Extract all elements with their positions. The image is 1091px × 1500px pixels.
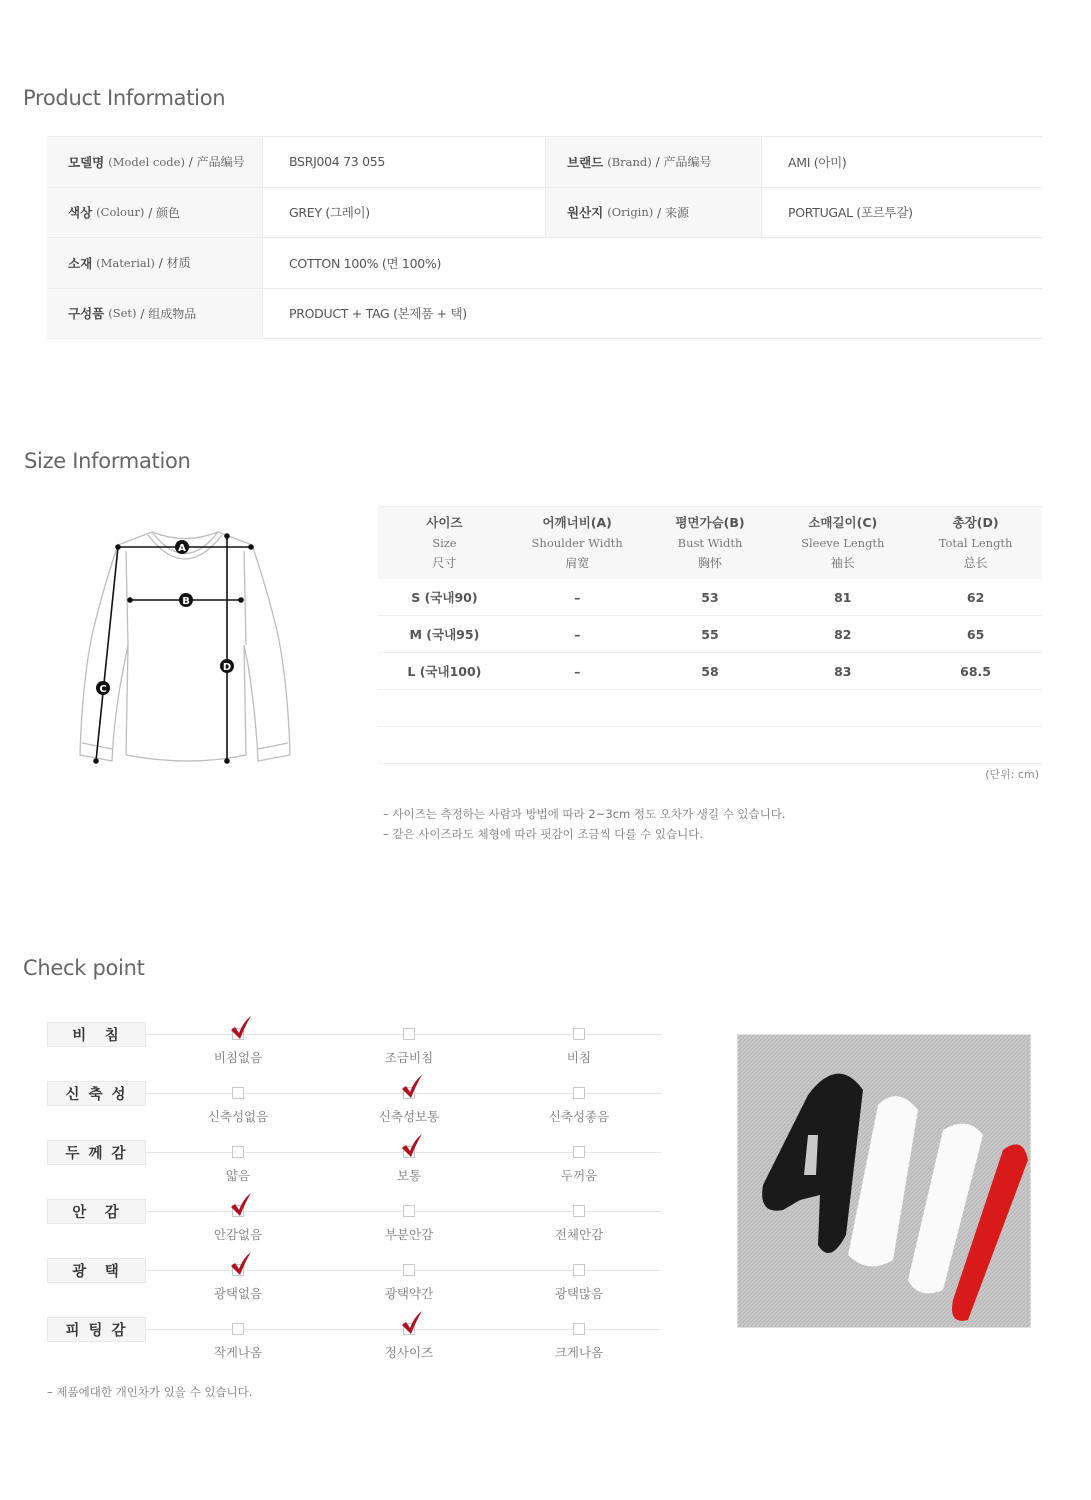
label-zh: / 组成物品 bbox=[140, 306, 197, 321]
checkbox bbox=[403, 1205, 415, 1217]
check-point-option-label: 비침 bbox=[566, 1050, 592, 1065]
check-point-option-label: 정사이즈 bbox=[384, 1345, 434, 1360]
label-zh: / 颜色 bbox=[148, 205, 181, 220]
checkbox bbox=[573, 1205, 585, 1217]
check-point-option-label: 광택약간 bbox=[384, 1286, 434, 1301]
label-ko: 원산지 bbox=[567, 205, 604, 221]
check-point-row bbox=[47, 1197, 667, 1256]
cell-size: L (국내100) bbox=[407, 664, 482, 679]
header-en: Shoulder Width bbox=[531, 536, 623, 550]
check-point-option bbox=[359, 1205, 459, 1243]
check-point-option-label: 광택많음 bbox=[554, 1286, 604, 1301]
origin-label bbox=[545, 188, 762, 238]
checkbox bbox=[403, 1087, 415, 1099]
header-zh: 尺寸 bbox=[432, 556, 457, 570]
label-en: (Brand) bbox=[607, 154, 652, 169]
check-point-label: 안 감 bbox=[47, 1199, 146, 1224]
header-ko: 평면가슴(B) bbox=[675, 515, 745, 530]
check-point-option-label: 신축성좋음 bbox=[548, 1109, 610, 1124]
logo-embroidery-photo bbox=[737, 1034, 1031, 1328]
checkbox bbox=[232, 1264, 244, 1276]
product-info-row bbox=[47, 289, 1042, 340]
column-total-length bbox=[909, 507, 1042, 579]
table-row-empty bbox=[378, 727, 1042, 764]
header-zh: 胸怀 bbox=[697, 556, 722, 570]
product-info-row bbox=[47, 137, 1042, 188]
ami-logo-embroidery-icon bbox=[738, 1035, 1031, 1328]
cell-bust: 55 bbox=[701, 626, 719, 642]
cell-total: 65 bbox=[966, 626, 985, 642]
origin-value: PORTUGAL (포르투갈) bbox=[788, 205, 913, 221]
checkbox bbox=[403, 1028, 415, 1040]
table-row bbox=[378, 616, 1042, 653]
check-point-option bbox=[188, 1087, 288, 1125]
size-table bbox=[378, 506, 1042, 764]
header-en: Sleeve Length bbox=[801, 536, 885, 550]
label-ko: 색상 bbox=[68, 205, 93, 221]
label-en: (Model code) bbox=[108, 154, 185, 169]
checkbox bbox=[573, 1087, 585, 1099]
cell-size: M (국내95) bbox=[409, 627, 480, 642]
label-en: (Set) bbox=[108, 306, 137, 321]
tshirt-measurement-diagram bbox=[70, 515, 310, 775]
cell-sleeve: 82 bbox=[834, 626, 852, 642]
check-point-option bbox=[529, 1264, 629, 1302]
checkmark-icon bbox=[401, 1311, 423, 1335]
product-info-row bbox=[47, 238, 1042, 289]
brand-label bbox=[545, 137, 762, 187]
header-en: Total Length bbox=[938, 536, 1013, 550]
label-ko: 모델명 bbox=[68, 154, 105, 170]
label-zh: / 产品编号 bbox=[188, 155, 245, 170]
product-info-table bbox=[47, 136, 1042, 339]
check-point-option-label: 광택없음 bbox=[213, 1286, 263, 1301]
marker-a: A bbox=[178, 543, 186, 554]
check-point-option-label: 조금비침 bbox=[384, 1050, 434, 1065]
checkmark-icon bbox=[401, 1075, 423, 1099]
check-point-option-label: 전체안감 bbox=[554, 1227, 604, 1242]
check-point-option bbox=[359, 1087, 459, 1125]
size-information-title: Size Information bbox=[24, 449, 191, 473]
model-code-label bbox=[47, 137, 263, 187]
checkbox bbox=[573, 1264, 585, 1276]
checkbox bbox=[232, 1087, 244, 1099]
check-point-row bbox=[47, 1020, 667, 1079]
checkbox bbox=[403, 1146, 415, 1158]
check-point-label: 신 축 성 bbox=[47, 1081, 146, 1106]
size-note: – 사이즈는 측정하는 사람과 방법에 따라 2~3cm 정도 오차가 생길 수 있습니다. bbox=[383, 807, 786, 821]
label-ko: 구성품 bbox=[68, 306, 105, 322]
label-ko: 소재 bbox=[68, 255, 93, 271]
check-point-label: 비 침 bbox=[47, 1022, 146, 1047]
check-point-option bbox=[359, 1028, 459, 1066]
label-zh: / 产品编号 bbox=[655, 155, 712, 170]
cell-total: 68.5 bbox=[960, 663, 991, 679]
label-zh: / 材质 bbox=[158, 256, 191, 271]
cell-total: 62 bbox=[966, 589, 985, 605]
check-point-row bbox=[47, 1256, 667, 1315]
check-point-option bbox=[529, 1323, 629, 1361]
column-shoulder-width bbox=[511, 507, 644, 579]
marker-d: D bbox=[222, 662, 232, 673]
table-row bbox=[378, 579, 1042, 616]
check-point-option-label: 크게나옴 bbox=[554, 1345, 604, 1360]
checkmark-icon bbox=[401, 1134, 423, 1158]
checkbox bbox=[573, 1323, 585, 1335]
header-ko: 사이즈 bbox=[426, 515, 463, 530]
cell-shoulder: – bbox=[574, 589, 581, 605]
unit-label: (단위: cm) bbox=[985, 768, 1039, 781]
check-point-option bbox=[359, 1146, 459, 1184]
header-zh: 肩宽 bbox=[565, 556, 590, 570]
check-point-option-label: 부분안감 bbox=[384, 1227, 434, 1242]
material-label bbox=[47, 238, 263, 288]
header-ko: 어깨너비(A) bbox=[542, 515, 612, 530]
check-point-option-label: 안감없음 bbox=[213, 1227, 263, 1242]
table-row-empty bbox=[378, 690, 1042, 727]
check-point-list bbox=[47, 1020, 667, 1374]
product-info-row bbox=[47, 188, 1042, 239]
size-notes bbox=[383, 804, 785, 844]
size-table-header bbox=[378, 506, 1042, 579]
check-point-label: 두 께 감 bbox=[47, 1140, 146, 1165]
check-point-option bbox=[188, 1028, 288, 1066]
tshirt-outline-icon bbox=[70, 515, 310, 775]
check-point-option bbox=[188, 1264, 288, 1302]
check-point-option bbox=[529, 1205, 629, 1243]
check-point-option bbox=[359, 1264, 459, 1302]
cell-size: S (국내90) bbox=[411, 590, 478, 605]
checkbox bbox=[403, 1323, 415, 1335]
header-en: Bust Width bbox=[677, 536, 743, 550]
checkbox bbox=[573, 1146, 585, 1158]
marker-c: C bbox=[99, 684, 107, 695]
header-ko: 총장(D) bbox=[952, 515, 999, 530]
check-point-option bbox=[529, 1087, 629, 1125]
cell-shoulder: – bbox=[574, 626, 581, 642]
check-point-option bbox=[529, 1028, 629, 1066]
check-point-note: – 제품에대한 개인차가 있을 수 있습니다. bbox=[47, 1385, 253, 1399]
checkmark-icon bbox=[230, 1193, 252, 1217]
product-information-title: Product Information bbox=[23, 86, 226, 110]
check-point-option bbox=[188, 1323, 288, 1361]
model-code-value: BSRJ004 73 055 bbox=[289, 154, 386, 170]
check-point-option-label: 작게나옴 bbox=[213, 1345, 263, 1360]
check-point-option-label: 두꺼움 bbox=[560, 1168, 598, 1183]
label-en: (Colour) bbox=[96, 205, 145, 220]
check-point-title: Check point bbox=[23, 956, 145, 980]
check-point-option-label: 얇음 bbox=[225, 1168, 251, 1183]
checkbox bbox=[232, 1205, 244, 1217]
material-value: COTTON 100% (면 100%) bbox=[289, 255, 442, 271]
checkmark-icon bbox=[230, 1252, 252, 1276]
label-en: (Material) bbox=[96, 255, 155, 270]
set-label bbox=[47, 289, 263, 339]
check-point-option-label: 신축성보통 bbox=[378, 1109, 440, 1124]
cell-bust: 58 bbox=[701, 663, 719, 679]
table-row bbox=[378, 653, 1042, 690]
column-bust-width bbox=[644, 507, 777, 579]
marker-b: B bbox=[182, 596, 190, 607]
set-value: PRODUCT + TAG (본제품 + 택) bbox=[289, 306, 467, 322]
label-ko: 브랜드 bbox=[567, 154, 604, 170]
column-size bbox=[378, 507, 511, 579]
check-point-option bbox=[359, 1323, 459, 1361]
checkbox bbox=[232, 1323, 244, 1335]
checkbox bbox=[232, 1028, 244, 1040]
header-zh: 袖长 bbox=[830, 556, 855, 570]
header-ko: 소매길이(C) bbox=[808, 515, 878, 530]
colour-value: GREY (그레이) bbox=[289, 205, 370, 221]
check-point-option-label: 신축성없음 bbox=[207, 1109, 269, 1124]
checkbox bbox=[573, 1028, 585, 1040]
check-point-option bbox=[529, 1146, 629, 1184]
cell-shoulder: – bbox=[574, 663, 581, 679]
brand-value: AMI (아미) bbox=[788, 154, 847, 170]
column-sleeve-length bbox=[776, 507, 909, 579]
check-point-option-label: 보통 bbox=[396, 1168, 422, 1183]
header-zh: 总长 bbox=[963, 556, 988, 570]
checkbox bbox=[232, 1146, 244, 1158]
check-point-option bbox=[188, 1146, 288, 1184]
cell-sleeve: 83 bbox=[834, 663, 852, 679]
checkbox bbox=[403, 1264, 415, 1276]
check-point-row bbox=[47, 1079, 667, 1138]
check-point-row bbox=[47, 1138, 667, 1197]
check-point-label: 광 택 bbox=[47, 1258, 146, 1283]
cell-bust: 53 bbox=[701, 589, 719, 605]
check-point-label: 피 팅 감 bbox=[47, 1317, 146, 1342]
check-point-option bbox=[188, 1205, 288, 1243]
checkmark-icon bbox=[230, 1016, 252, 1040]
header-en: Size bbox=[432, 536, 457, 550]
colour-label bbox=[47, 188, 263, 238]
label-zh: / 来源 bbox=[657, 205, 689, 220]
check-point-option-label: 비침없음 bbox=[213, 1050, 263, 1065]
label-en: (Origin) bbox=[607, 205, 654, 220]
size-note: – 같은 사이즈라도 체형에 따라 핏감이 조금씩 다를 수 있습니다. bbox=[383, 827, 704, 841]
check-point-row bbox=[47, 1315, 667, 1374]
cell-sleeve: 81 bbox=[834, 589, 852, 605]
